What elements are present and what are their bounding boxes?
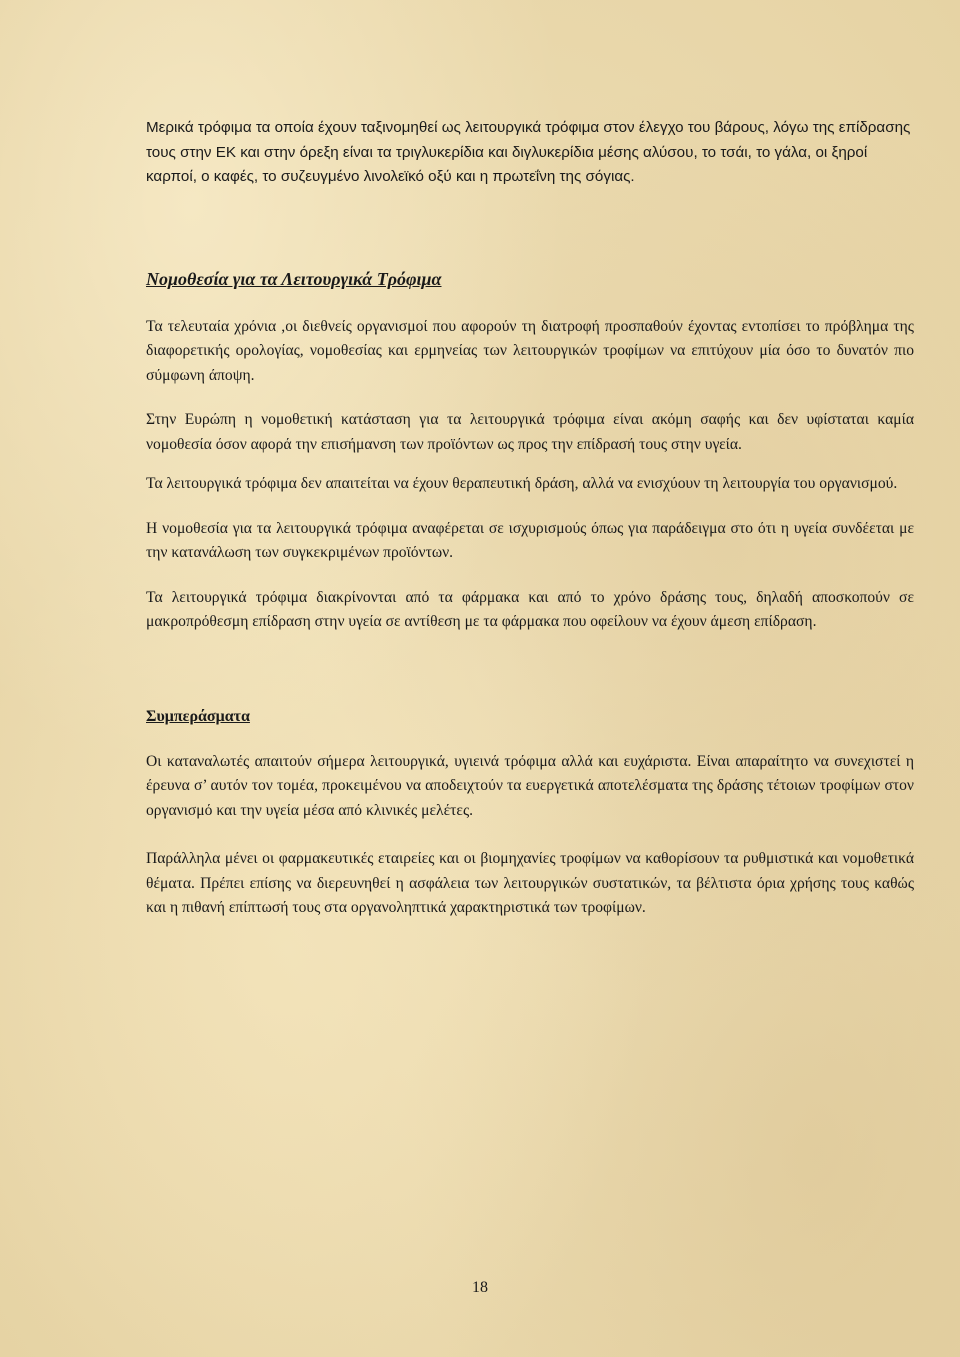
legislation-paragraph: Τα λειτουργικά τρόφιμα δεν απαιτείται να έχουν θεραπευτική δράση, αλλά να ενισχύουν τη λειτουργία του οργανισμού. <box>146 475 898 492</box>
conclusions-paragraph: Οι καταναλωτές απαιτούν σήμερα λειτουργικά, υγιεινά τρόφιμα αλλά και ευχάριστα. Είναι απαραίτητο να συνεχιστεί η έρευνα σ’ αυτόν τον τομέα, προκειμένου να αποδειχτούν τα ευεργετικά αποτελέσματα της δράσης τέτοιων τροφίμων στον οργανισμό και την υγεία μέσα από κλινικές μελέτες. <box>146 752 914 819</box>
document-body <box>146 116 914 921</box>
legislation-heading: Νομοθεσία για τα Λειτουργικά Τρόφιμα <box>146 268 442 289</box>
legislation-paragraph: Τα λειτουργικά τρόφιμα διακρίνονται από τα φάρμακα και από το χρόνο δράσης τους, δηλαδή αποσκοπούν σε μακροπρόθεσμη επίδραση στην υγεία σε αντίθεση με τα φάρμακα που οφείλουν να έχουν άμεση επίδραση. <box>146 588 914 630</box>
legislation-paragraph: Η νομοθεσία για τα λειτουργικά τρόφιμα αναφέρεται σε ισχυρισμούς όπως για παράδειγμα στο ότι η υγεία συνδέεται με την κατανάλωση των συγκεκριμένων προϊόντων. <box>146 519 914 561</box>
conclusions-paragraph: Παράλληλα μένει οι φαρμακευτικές εταιρείες και οι βιομηχανίες τροφίμων να καθορίσουν τα ρυθμιστικά και νομοθετικά θέματα. Πρέπει επίσης να διερευνηθεί η ασφάλεια των λειτουργικών συστατικών, τα βέλτιστα όρια χρήσης τους καθώς και η πιθανή επίπτωσή τους στα οργανοληπτικά χαρακτηριστικά των τροφίμων. <box>146 850 914 916</box>
conclusions-heading: Συμπεράσματα <box>146 707 250 725</box>
legislation-paragraph: Τα τελευταία χρόνια ,οι διεθνείς οργανισμοί που αφορούν τη διατροφή προσπαθούν έχοντας εντοπίσει το πρόβλημα της διαφορετικής ορολογίας, νομοθεσίας και ερμηνείας των λειτουργικών τροφίμων να επιτύχουν μία όσο το δυνατόν πιο σύμφωνη άποψη. <box>146 317 914 384</box>
legislation-paragraph: Στην Ευρώπη η νομοθετική κατάσταση για τα λειτουργικά τρόφιμα είναι ακόμη σαφής και δεν υφίσταται καμία νομοθεσία όσον αφορά την επισήμανση των προϊόντων ως προς την επίδρασή τους στην υγεία. <box>146 411 914 453</box>
intro-paragraph: Μερικά τρόφιμα τα οποία έχουν ταξινομηθεί ως λειτουργικά τρόφιμα στον έλεγχο του βάρους, λόγω της επίδρασης τους στην ΕΚ και στην όρεξη είναι τα τριγλυκερίδια και διγλυκερίδια μέσης αλύσου, το τσάι, το γάλα, οι ξηροί καρποί, ο καφές, το συζευγμένο λινολεϊκό οξύ και η πρωτεΐνη της σόγιας. <box>146 119 911 185</box>
page-number: 18 <box>472 1279 488 1296</box>
